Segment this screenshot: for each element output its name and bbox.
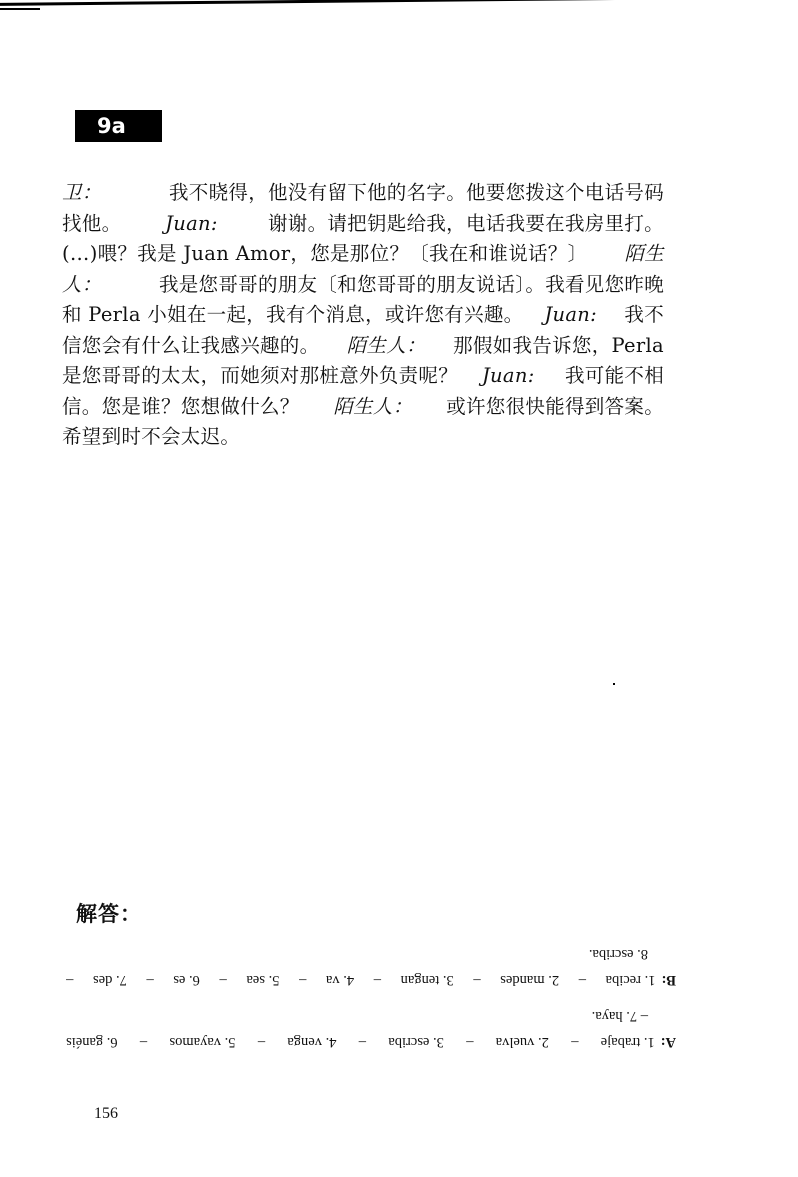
speaker-guard: 卫：: [62, 181, 102, 204]
answer-item: 4. va: [325, 972, 355, 988]
dash: –: [66, 972, 74, 988]
answer-item: 5. sea: [246, 972, 280, 988]
answer-a-line-1: [66, 1029, 676, 1055]
answer-b-label: B:: [661, 972, 676, 988]
dash: –: [358, 1034, 367, 1050]
answer-item: 4. venga: [287, 1034, 337, 1050]
line-text: 我可能不相: [558, 364, 664, 387]
line-text: 和 Perla 小姐在一起，我有个消息，或许您有兴趣。: [62, 303, 524, 326]
dash: –: [219, 972, 227, 988]
answer-item: 3. escriba: [388, 1034, 444, 1050]
line-text: 希望到时不会太迟。: [62, 425, 241, 448]
top-border-rule-fragment: [0, 8, 40, 10]
answer-item: 1. trabaje: [600, 1034, 655, 1050]
line-text: 信您会有什么让我感兴趣的。: [62, 333, 320, 357]
top-border-rule: [0, 0, 670, 6]
line-text: 信。您是谁？您想做什么？: [62, 394, 300, 418]
answer-item: 2. mandes: [500, 972, 560, 988]
answers-heading: 解答：: [76, 902, 142, 926]
text-line-8: [62, 392, 664, 423]
dash: –: [466, 1034, 474, 1050]
dash: –: [299, 972, 307, 988]
dash: –: [146, 972, 154, 988]
answer-item: 5. vayamos: [169, 1034, 236, 1050]
answer-item: 7. des: [92, 972, 127, 988]
dash: –: [257, 1034, 266, 1050]
speaker-stranger: 陌生人：: [346, 333, 426, 357]
speaker-stranger: 陌生: [624, 242, 664, 265]
answer-b-line-1: [66, 967, 676, 993]
answer-item: 2. vuelva: [495, 1034, 549, 1050]
dash: –: [571, 1034, 579, 1050]
answer-item: 6. es: [173, 972, 200, 988]
answers-block-inverted: [66, 940, 676, 1055]
answer-a-line-2: – 7. haya.: [591, 1008, 648, 1024]
dash: –: [578, 972, 586, 988]
line-text: 我不晓得，他没有留下他的名字。他要您拨这个电话号码: [149, 181, 664, 204]
text-line-5: [62, 300, 664, 331]
dash: –: [373, 972, 381, 988]
text-line-3: [62, 239, 664, 270]
answer-item: 1. reciba: [605, 972, 656, 988]
text-line-1: [62, 178, 664, 209]
scan-speck: [613, 683, 615, 685]
page-number: 156: [94, 1105, 118, 1122]
dash: –: [473, 972, 481, 988]
dialogue-translation: [62, 178, 664, 453]
dash: –: [139, 1034, 148, 1050]
answer-item: 6. ganéis: [66, 1034, 118, 1050]
line-text: 找他。: [62, 211, 122, 235]
answer-a-label: A:: [660, 1034, 676, 1050]
line-text: 那假如我告诉您，Perla: [453, 333, 664, 357]
speaker-juan: Juan:: [165, 211, 218, 235]
line-text: 谢谢。请把钥匙给我，电话我要在我房里打。: [261, 211, 664, 235]
text-line-7: [62, 361, 664, 392]
line-text: 我是您哥哥的朋友〔和您哥哥的朋友说话〕。我看见您昨晚: [158, 272, 664, 296]
text-line-9: [62, 422, 664, 453]
line-text: (…)喂？我是 Juan Amor，您是那位？〔我在和谁说话？〕: [62, 242, 588, 265]
text-line-6: [62, 331, 664, 362]
speaker-juan: Juan:: [544, 303, 597, 326]
answer-b-line-2: 8. escriba.: [588, 946, 648, 962]
speaker-stranger: 人：: [62, 272, 102, 296]
speaker-juan: Juan:: [481, 364, 535, 387]
line-text: 是您哥哥的太太，而她须对那桩意外负责呢？: [62, 364, 459, 387]
answer-item: 3. tengan: [400, 972, 454, 988]
text-line-4: [62, 270, 664, 301]
section-label: 9a: [75, 110, 162, 142]
speaker-stranger: 陌生人：: [333, 394, 413, 418]
line-text: 或许您很快能得到答案。: [446, 394, 664, 418]
line-text: 我不: [617, 303, 664, 326]
text-line-2: [62, 209, 664, 240]
